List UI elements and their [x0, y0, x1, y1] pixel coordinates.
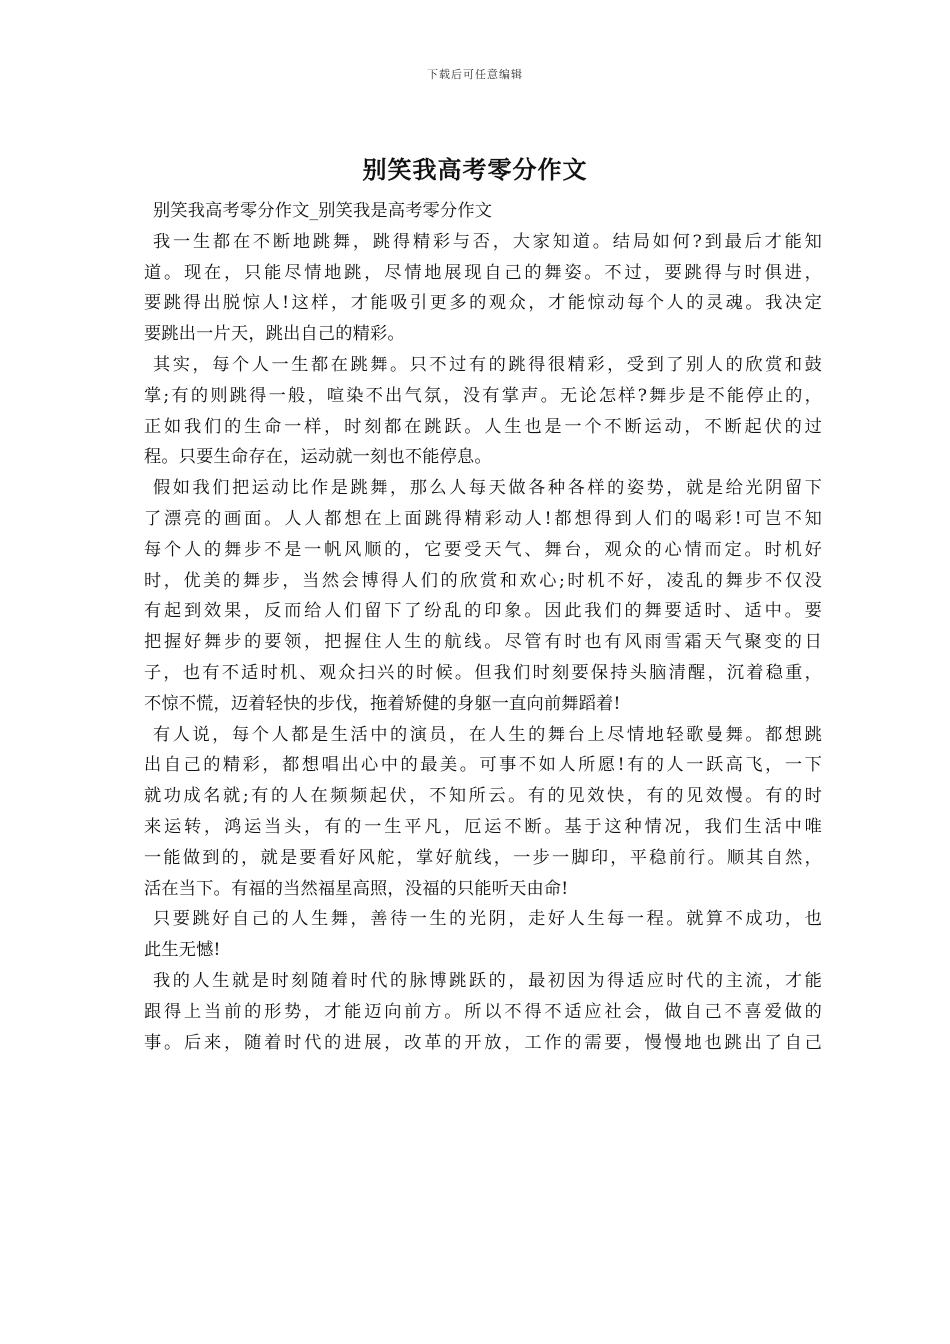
- paragraph-line: 就功成名就;有的人在频频起伏，不知所云。有的见效快，有的见效慢。有的时: [144, 786, 822, 807]
- document-body: [144, 196, 822, 1058]
- paragraph-5: [144, 904, 822, 966]
- paragraph-line: 有人说，每个人都是生活中的演员，在人生的舞台上尽情地轻歌曼舞。都想跳: [153, 724, 822, 745]
- paragraph-line: 我一生都在不断地跳舞，跳得精彩与否，大家知道。结局如何?到最后才能知: [153, 231, 822, 252]
- paragraph-1: [144, 227, 822, 350]
- paragraph-line: 掌;有的则跳得一般，喧染不出气氛，没有掌声。无论怎样?舞步是不能停止的，: [144, 385, 822, 406]
- paragraph-line: 假如我们把运动比作是跳舞，那么人每天做各种各样的姿势，就是给光阴留下: [153, 478, 822, 499]
- header-note: 下载后可任意编辑: [427, 68, 523, 81]
- paragraph-line: 出自己的精彩，都想唱出心中的最美。可事不如人所愿!有的人一跃高飞，一下: [144, 755, 822, 776]
- paragraph-line: 一能做到的，就是要看好风舵，掌好航线，一步一脚印，平稳前行。顺其自然，: [144, 847, 822, 868]
- paragraph-line: 跟得上当前的形势，才能迈向前方。所以不得不适应社会，做自己不喜爱做的: [144, 1001, 822, 1022]
- paragraph-line: 此生无憾!: [144, 940, 221, 961]
- paragraph-line: 时，优美的舞步，当然会博得人们的欣赏和欢心;时机不好，凌乱的舞步不仅没: [144, 570, 822, 591]
- paragraph-line: 程。只要生命存在，运动就一刻也不能停息。: [144, 447, 492, 468]
- paragraph-line: 正如我们的生命一样，时刻都在跳跃。人生也是一个不断运动，不断起伏的过: [144, 416, 822, 437]
- paragraph-line: 来运转，鸿运当头，有的一生平凡，厄运不断。基于这种情况，我们生活中唯: [144, 816, 822, 837]
- paragraph-line: 每个人的舞步不是一帆风顺的，它要受天气、舞台，观众的心情而定。时机好: [144, 539, 822, 560]
- paragraph-4: [144, 720, 822, 905]
- paragraph-2: [144, 350, 822, 473]
- paragraph-line: 要跳出一片天，跳出自己的精彩。: [144, 324, 405, 345]
- paragraph-line: 要跳得出脱惊人!这样，才能吸引更多的观众，才能惊动每个人的灵魂。我决定: [144, 293, 822, 314]
- paragraph-line: 把握好舞步的要领，把握住人生的航线。尽管有时也有风雨雪霜天气聚变的日: [144, 632, 822, 653]
- document-subtitle: 别笑我高考零分作文_别笑我是高考零分作文: [153, 201, 493, 221]
- paragraph-line: 子，也有不适时机、观众扫兴的时候。但我们时刻要保持头脑清醒，沉着稳重，: [144, 662, 822, 683]
- paragraph-line: 道。现在，只能尽情地跳，尽情地展现自己的舞姿。不过，要跳得与时俱进，: [144, 262, 822, 283]
- paragraph-line: 我的人生就是时刻随着时代的脉博跳跃的，最初因为得适应时代的主流，才能: [153, 970, 822, 991]
- paragraph-6: [144, 966, 822, 1058]
- document-title: 别笑我高考零分作文: [362, 155, 588, 184]
- paragraph-3: [144, 473, 822, 719]
- paragraph-line: 只要跳好自己的人生舞，善待一生的光阴，走好人生每一程。就算不成功，也: [153, 909, 822, 930]
- paragraph-line: 活在当下。有福的当然福星高照，没福的只能听天由命!: [144, 878, 569, 899]
- paragraph-line: 其实，每个人一生都在跳舞。只不过有的跳得很精彩，受到了别人的欣赏和鼓: [153, 354, 822, 375]
- paragraph-line: 不惊不慌，迈着轻快的步伐，拖着矫健的身躯一直向前舞蹈着!: [144, 693, 621, 714]
- paragraph-line: 事。后来，随着时代的进展，改革的开放，工作的需要，慢慢地也跳出了自己: [144, 1032, 822, 1053]
- paragraph-line: 了漂亮的画面。人人都想在上面跳得精彩动人!都想得到人们的喝彩!可岂不知: [144, 508, 822, 529]
- paragraph-line: 有起到效果，反而给人们留下了纷乱的印象。因此我们的舞要适时、适中。要: [144, 601, 822, 622]
